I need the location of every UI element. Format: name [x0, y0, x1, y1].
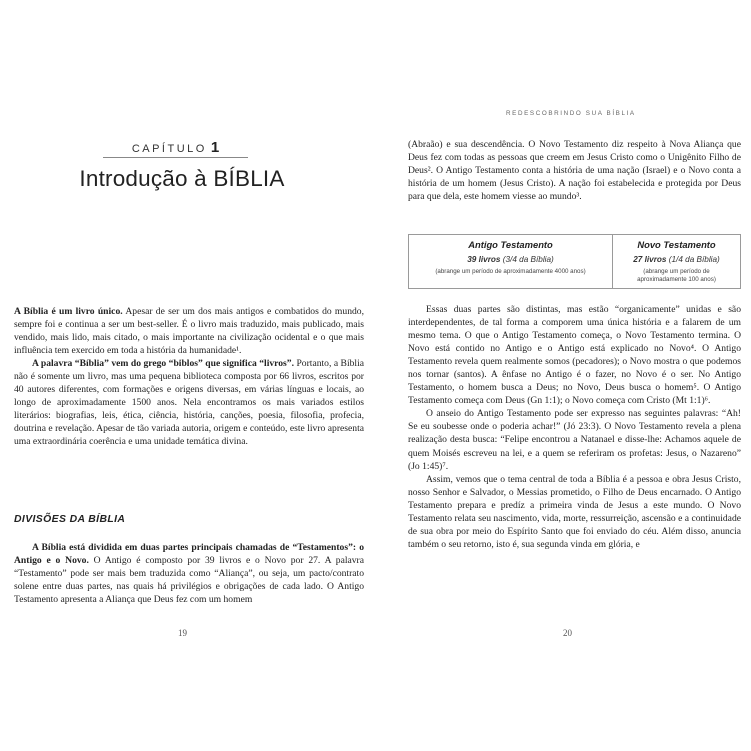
chapter-label: CAPÍTULO	[131, 143, 207, 155]
new-testament-cell	[613, 235, 740, 288]
new-testament-books: 27 livros	[633, 255, 667, 264]
old-testament-fraction: (3/4 da Bíblia)	[500, 255, 554, 264]
paragraph-lead: A Bíblia é um livro único.	[14, 306, 123, 317]
paragraph-lead: A palavra “Bíblia” vem do grego “biblos” que significa “livros”.	[32, 358, 294, 370]
paragraph	[14, 305, 364, 357]
paragraph	[14, 541, 364, 606]
old-testament-note: (abrange um período de aproximadamente 4000 anos)	[435, 268, 586, 275]
paragraph	[14, 357, 364, 448]
testament-table	[408, 234, 741, 289]
old-testament-title: Antigo Testamento	[468, 239, 553, 250]
divisions-text	[14, 541, 364, 606]
chapter-number: 1	[210, 139, 220, 156]
old-testament-books: 39 livros	[467, 255, 501, 264]
new-testament-note: (abrange um período de aproximadamente 100 anos)	[637, 268, 716, 283]
intro-text	[14, 305, 364, 449]
paragraph: (Abraão) e sua descendência. O Novo Testamento diz respeito à Nova Aliança que Deus fez com todas as pessoas que creem em Jesus Cristo como o Unigênito Filho de Deus². O Antigo Testamento conta a história de uma nação (Israel) e o Novo conta a história de um homem (Jesus Cristo). A nação foi estabelecida e protegida por Deus para que dela, este homem viesse ao mundo³.	[408, 139, 741, 203]
old-testament-count	[409, 255, 612, 264]
paragraph: Assim, vemos que o tema central de toda a Bíblia é a pessoa e obra Jesus Cristo, nosso Senhor e Salvador, o Messias prometido, o Filho de Deus encarnado. O Antigo Testamento prepara e predíz a primeira vinda de Jesus a este mundo. O Novo Testamento relata seu nascimento, vida, morte, ressurreição, ascensão e a continuidade de sua obra por meio do Espírito Santo que foi enviado do céu. Além disso, anuncia também o seu retorno, isto é, sua segunda vinda em glória, e	[408, 473, 741, 550]
chapter-heading	[103, 139, 248, 158]
paragraph-lead: A Bíblia está dividida em duas partes principais chamadas de “Testamentos”: o Antigo e o Novo.	[14, 542, 364, 567]
new-testament-count	[613, 255, 740, 264]
running-head: REDESCOBRINDO SUA BÍBLIA	[506, 110, 636, 117]
old-testament-cell	[409, 235, 613, 288]
paragraph-body: O Antigo é composto por 39 livros e o Novo por 27. A palavra “Testamento” pode ser mais bem traduzida como “Aliança”, ou seja, um pacto/contrato solene entre duas partes, nas quais há privilégios e obrigações de cada lado. O Antigo Testamento apresenta a Aliança que Deus fez com um homem	[14, 555, 364, 606]
left-page	[0, 0, 375, 751]
new-testament-fraction: (1/4 da Bíblia)	[666, 255, 720, 264]
chapter-title: Introdução à BÍBLIA	[79, 166, 285, 191]
page-number: 19	[178, 628, 187, 638]
paragraph-body: Portanto, a Bíblia não é somente um livro, mas uma pequena biblioteca composta por 66 livros, escritos por 40 autores diferentes, com formações e origens diversas, em várias línguas e locais, ao longo de aproximadamente 1500 anos. Nela encontramos os mais variados estilos literários: biografias, leis, ética, ciência, história, canções, poesia, filosofia, profecia, doutrina e revelação. Apesar de tão variada autoria, origem e conteúdo, este livro apresenta uma extraordinária coerência e uma unidade temática divina.	[14, 358, 364, 448]
section-heading: DIVISÕES DA BÍBLIA	[14, 514, 126, 525]
right-page	[375, 0, 751, 751]
continued-text	[408, 138, 741, 203]
paragraph: Essas duas partes são distintas, mas estão “organicamente” unidas e são interdependentes, de tal forma a comporem uma única história e a falarem de um mesmo tema. O que o Antigo Testamento começa, o Novo Testamento termina. O Novo está contido no Antigo e o Antigo está explicado no Novo⁴. O Antigo Testamento revela quem realmente somos (pecadores); o Novo mostra o que podemos nos tornar (santos). A ênfase no Antigo é o fazer, no Novo é o ser. No Antigo Testamento, o homem busca a Deus; no Novo, Deus busca o homem⁵. O Antigo Testamento começa com Deus (Gn 1:1); o Novo começa com Cristo (Mt 1:1)⁶.	[408, 304, 741, 407]
testaments-text	[408, 303, 741, 551]
paragraph: O anseio do Antigo Testamento pode ser expresso nas seguintes palavras: “Ah! Se eu soubesse onde o poderia achar!” (Jó 23:3). O Novo Testamento revela a plena realização desta busca: “Felipe encontrou a Natanael e disse-lhe: Achamos aquele de quem Moisés escreveu na lei, e a quem se referiram os profetas: Jesus, o Nazareno” (Jo 1:45)⁷.	[408, 408, 741, 472]
page-number: 20	[563, 628, 572, 638]
paragraph-body: Apesar de ser um dos mais antigos e combatidos do mundo, sempre foi e continua a ser um best-seller. É o livro mais traduzido, mais publicado, mais vendido, mais lido, mais citado, o mais importante na civilização ocidental e o que mais influência tem exercido em toda a história da humanidade¹.	[14, 306, 364, 357]
new-testament-title: Novo Testamento	[637, 239, 716, 250]
